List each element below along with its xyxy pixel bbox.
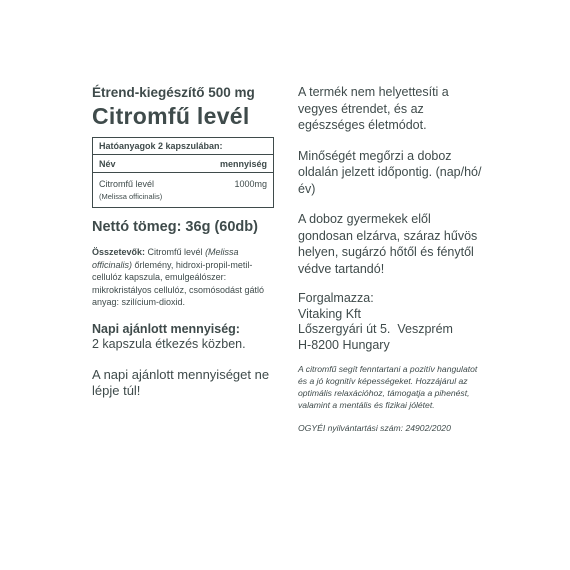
notice-best-before: Minőségét megőrzi a doboz oldalán jelzett időpontig. (nap/hó/év) <box>298 148 482 196</box>
dose-text: 2 kapszula étkezés közben. <box>92 336 246 351</box>
product-subtitle: Étrend-kiegészítő 500 mg <box>92 85 255 100</box>
column-name: Név <box>99 159 116 169</box>
ingredients-latin: (Melissa officinalis) <box>92 247 239 270</box>
ingredients-part1: Citromfű levél <box>145 247 206 257</box>
ingredients-text <box>92 246 276 309</box>
right-column <box>298 84 488 434</box>
column-amount: mennyiség <box>219 159 267 169</box>
row-ingredient-amount: 1000mg <box>234 179 267 189</box>
table-row <box>93 173 273 207</box>
ingredients-label: Összetevők: <box>92 247 146 257</box>
distributor-company: Vitaking Kft <box>298 306 362 321</box>
dose-heading: Napi ajánlott mennyiség: <box>92 321 240 336</box>
product-title: Citromfű levél <box>92 103 250 129</box>
notice-diet: A termék nem helyettesíti a vegyes étrendet, és az egészséges életmódot. <box>298 85 449 132</box>
net-weight: Nettó tömeg: 36g (60db) <box>92 219 258 235</box>
distributor-city: H-8200 Hungary <box>298 337 390 352</box>
notice-storage: A doboz gyermekek elől gondosan elzárva, száraz hűvös helyen, sugárzó hőtől és fénytől védve tartandó! <box>298 212 478 276</box>
table-header: Hatóanyagok 2 kapszulában: <box>93 138 273 155</box>
health-claim: A citromfű segít fenntartani a pozitív hangulatot és a jó kognitív képességeket. Hozzájárul az optimális relaxációhoz, támogatja a pihenést, valamint a mentális és fizikai jólétet. <box>298 364 478 410</box>
distributor-street: Lőszergyári út 5. Veszprém <box>298 322 453 336</box>
active-ingredients-table <box>92 137 274 208</box>
distributor-block <box>298 291 488 353</box>
row-ingredient-name: Citromfű levél <box>99 179 155 189</box>
row-latin-name: (Melissa officinalis) <box>99 192 163 201</box>
distributor-label: Forgalmazza: <box>298 291 374 305</box>
table-column-headers <box>93 155 273 173</box>
left-column <box>92 84 276 400</box>
dose-warning: A napi ajánlott mennyiséget ne lépje túl! <box>92 366 270 398</box>
ingredients-part2: őrlemény, hidroxi-propil-metil-cellulóz kapszula, emulgeálószer: mikrokristályos cellulóz, csomósodást gátló anyag: szilícium-dioxid. <box>92 259 265 307</box>
registration-number: OGYÉI nyilvántartási szám: 24902/2020 <box>298 423 451 433</box>
